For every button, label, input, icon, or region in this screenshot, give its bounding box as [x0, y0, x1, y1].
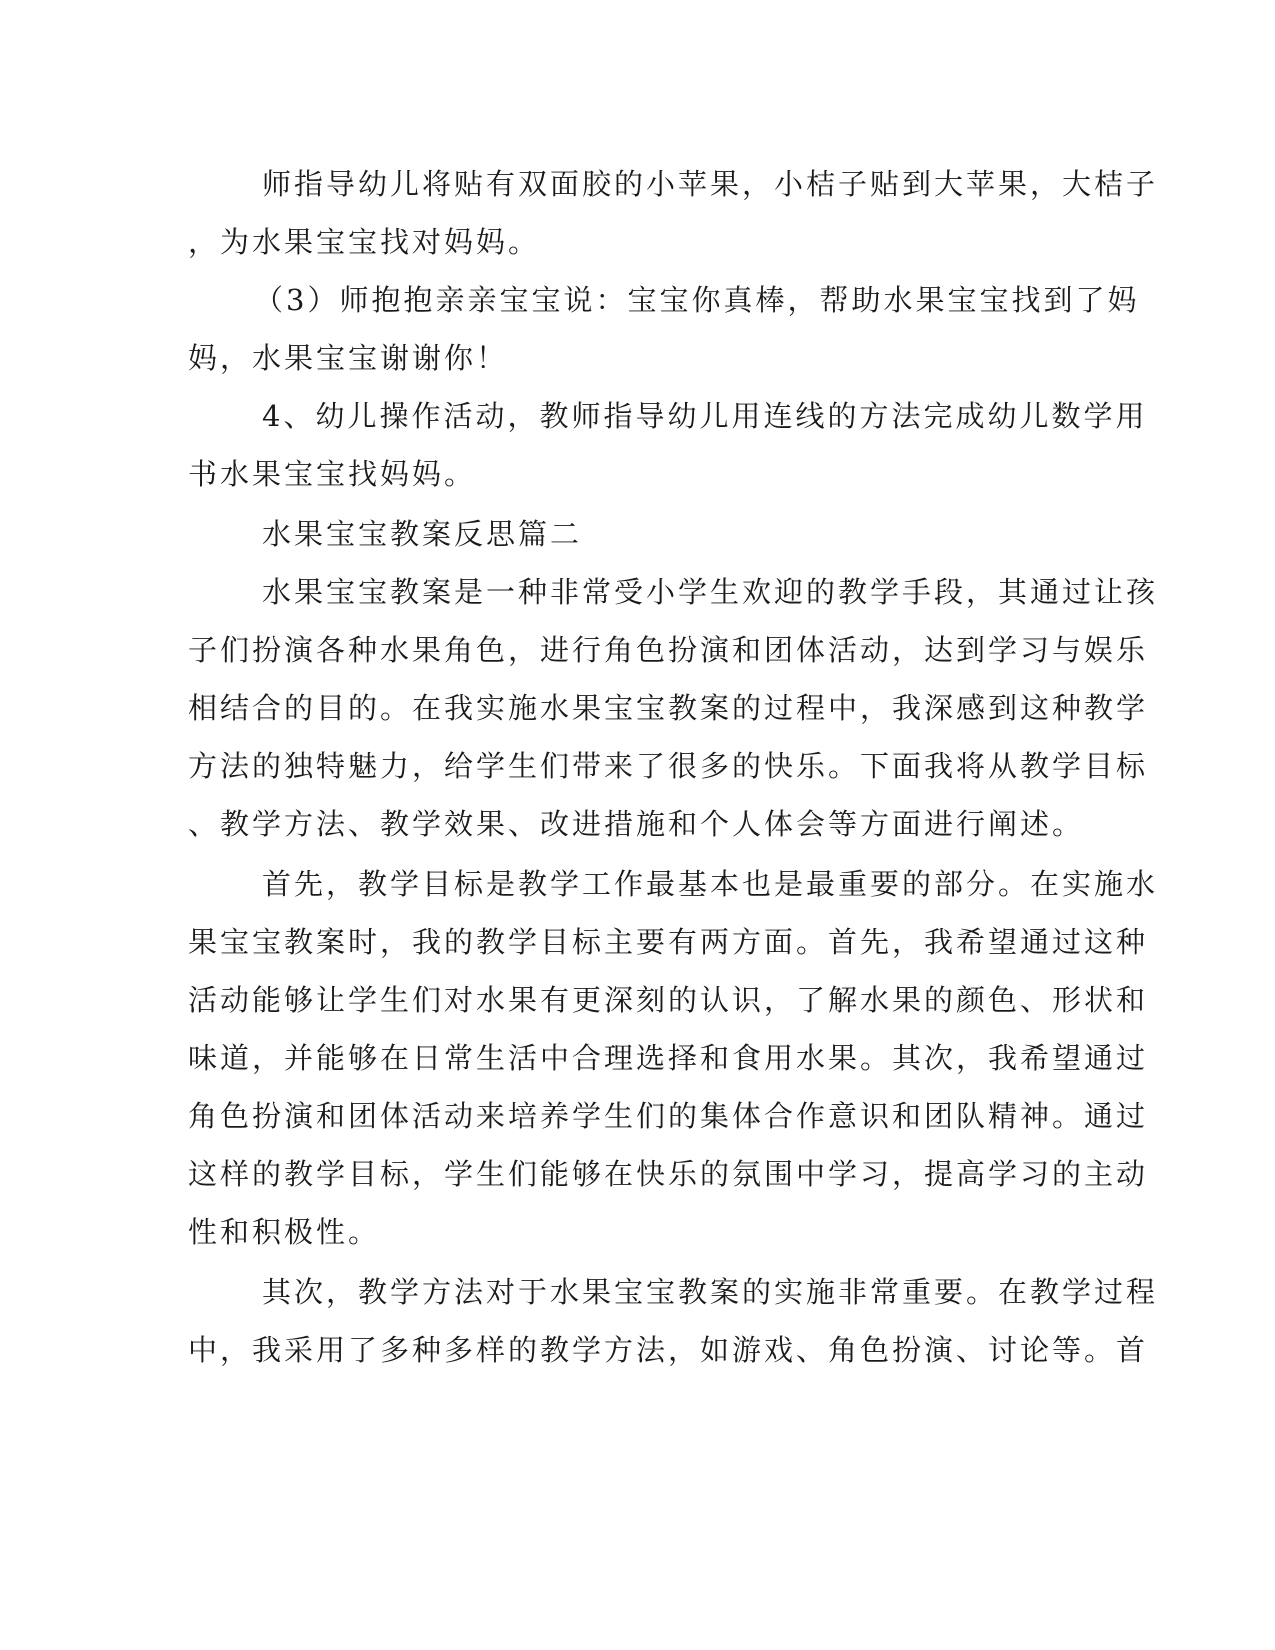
text-line: 中，我采用了多种多样的教学方法，如游戏、角色扮演、讨论等。首 [188, 1333, 1149, 1367]
text-line: 、教学方法、教学效果、改进措施和个人体会等方面进行阐述。 [188, 807, 1085, 841]
text-line: （3）师抱抱亲亲宝宝说：宝宝你真棒，帮助水果宝宝找到了妈 [254, 283, 1140, 317]
text-line: 角色扮演和团体活动来培养学生们的集体合作意识和团队精神。通过 [188, 1099, 1149, 1133]
section-heading: 水果宝宝教案反思篇二 [262, 517, 583, 551]
text-line: ，为水果宝宝找对妈妈。 [188, 225, 541, 259]
text-line: 妈，水果宝宝谢谢你！ [188, 341, 509, 375]
text-line: 活动能够让学生们对水果有更深刻的认识，了解水果的颜色、形状和 [188, 983, 1149, 1017]
text-line: 方法的独特魅力，给学生们带来了很多的快乐。下面我将从教学目标 [188, 749, 1149, 783]
text-line: 相结合的目的。在我实施水果宝宝教案的过程中，我深感到这种教学 [188, 691, 1149, 725]
text-line: 其次，教学方法对于水果宝宝教案的实施非常重要。在教学过程 [262, 1275, 1159, 1309]
text-line: 味道，并能够在日常生活中合理选择和食用水果。其次，我希望通过 [188, 1041, 1149, 1075]
text-line: 果宝宝教案时，我的教学目标主要有两方面。首先，我希望通过这种 [188, 925, 1149, 959]
text-line: 这样的教学目标，学生们能够在快乐的氛围中学习，提高学习的主动 [188, 1157, 1149, 1191]
text-line: 书水果宝宝找妈妈。 [188, 457, 477, 491]
text-line: 性和积极性。 [188, 1215, 381, 1249]
text-line: 首先，教学目标是教学工作最基本也是最重要的部分。在实施水 [262, 867, 1159, 901]
text-line: 师指导幼儿将贴有双面胶的小苹果，小桔子贴到大苹果，大桔子 [262, 167, 1159, 201]
text-line: 子们扮演各种水果角色，进行角色扮演和团体活动，达到学习与娱乐 [188, 633, 1149, 667]
text-line: 水果宝宝教案是一种非常受小学生欢迎的教学手段，其通过让孩 [262, 575, 1159, 609]
text-line: 4、幼儿操作活动，教师指导幼儿用连线的方法完成幼儿数学用 [262, 399, 1148, 433]
